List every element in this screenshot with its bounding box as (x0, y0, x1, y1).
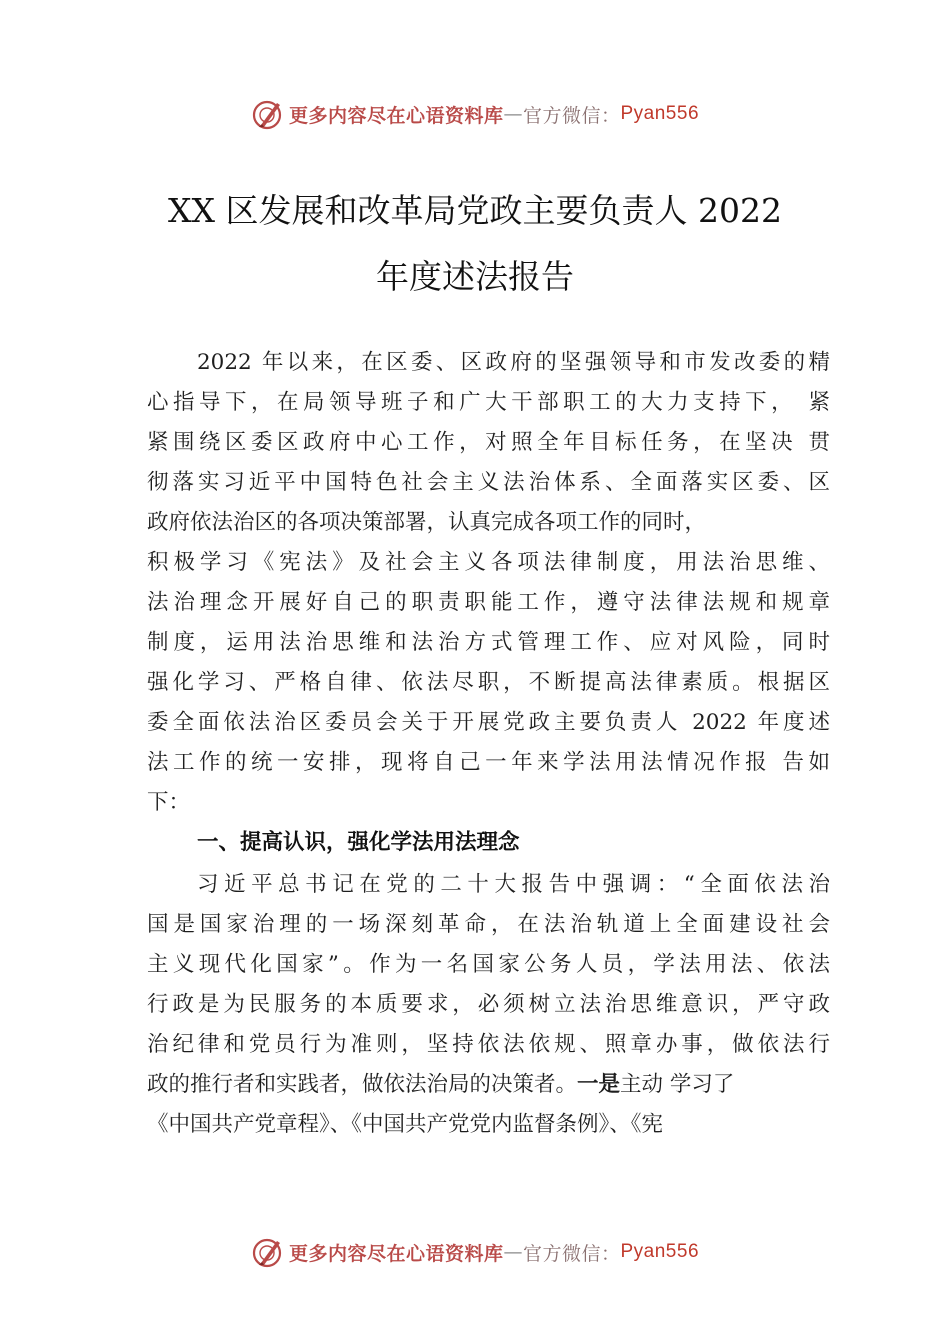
watermark-bottom (0, 1235, 950, 1269)
paragraph-line: 法工作的统一安排，现将自己一年来学法用法情况作报 告如 (147, 750, 830, 775)
watermark-channel: 官方微信： (522, 1242, 621, 1265)
paragraph-line: 法治理念开展好自己的职责职能工作，遵守法律法规和规章 (147, 590, 830, 615)
watermark-text: 更多内容尽在心语资料库 (288, 104, 504, 127)
paragraph-line: 主义现代化国家”。作为一名国家公务人员，学法用法、依法 (147, 952, 830, 977)
document-title-line-1: XX 区发展和改革局党政主要负责人 2022 (168, 191, 782, 230)
paragraph-line: 心指导下，在局领导班子和广大干部职工的大力支持下， 紧 (147, 390, 830, 415)
paragraph-line: 国是国家治理的一场深刻革命，在法治轨道上全面建设社会 (147, 912, 830, 937)
watermark-top (0, 97, 950, 131)
paragraph-line: 2022 年以来，在区委、区政府的坚强领导和市发改委的精 (197, 350, 830, 375)
watermark-separator: — (503, 103, 523, 125)
watermark-channel: 官方微信： (522, 104, 621, 127)
paragraph-text: 政的推行者和实践者，做依法治局的决策者。 (147, 1072, 578, 1097)
paragraph-line: 彻落实习近平中国特色社会主义法治体系、全面落实区委、区 (147, 470, 830, 495)
paragraph-line: 强化学习、严格自律、依法尽职，不断提高法律素质。根据区 (147, 670, 830, 695)
watermark-text: 更多内容尽在心语资料库 (288, 1242, 504, 1265)
document-title-line-2: 年度述法报告 (376, 257, 574, 296)
paragraph-line: 紧围绕区委区政府中心工作，对照全年目标任务，在坚决 贯 (147, 430, 830, 455)
section-heading: 一、提高认识，强化学法用法理念 (197, 830, 520, 855)
paragraph-line: 积极学习《宪法》及社会主义各项法律制度，用法治思维、 (147, 550, 830, 575)
watermark-id: Pyan556 (620, 1241, 700, 1262)
paragraph-line: 习近平总书记在党的二十大报告中强调：“全面依法治 (197, 872, 830, 897)
paragraph-line: 政府依法治区的各项决策部署，认真完成各项工作的同时， (147, 510, 707, 535)
paragraph-line: 下： (147, 790, 191, 815)
bold-lead: 一是 (577, 1072, 621, 1097)
paragraph-line: 《中国共产党章程》、《中国共产党党内监督条例》、《宪 (147, 1112, 664, 1137)
brush-logo-icon (251, 97, 285, 131)
watermark-separator: — (503, 1241, 523, 1263)
paragraph-line: 行政是为民服务的本质要求，必须树立法治思维意识，严守政 (147, 992, 830, 1017)
paragraph-line (147, 1065, 830, 1105)
paragraph-text: 主动 学习了 (620, 1072, 735, 1097)
watermark-id: Pyan556 (620, 103, 700, 124)
paragraph-line: 委全面依法治区委员会关于开展党政主要负责人 2022 年度述 (147, 710, 830, 735)
paragraph-line: 制度，运用法治思维和法治方式管理工作、应对风险，同时 (147, 630, 830, 655)
brush-logo-icon (251, 1235, 285, 1269)
paragraph-line: 治纪律和党员行为准则，坚持依法依规、照章办事，做依法行 (147, 1032, 830, 1057)
